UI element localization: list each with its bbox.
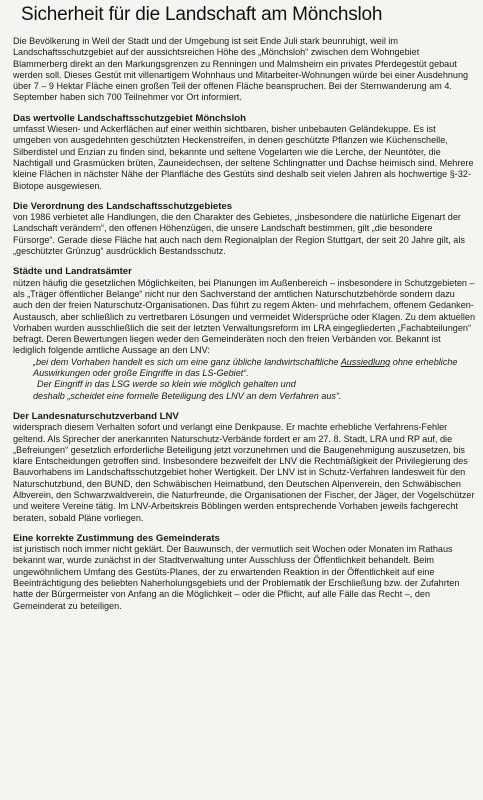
section-gemeinderat [13,533,475,612]
quote-part: ohne erhebliche Auswirkungen oder große Eingriffe in das LS-Gebiet“. [33,356,458,379]
section-text: von 1986 verbietet alle Handlungen, die den Charakter des Gebietes, „insbesondere die natürliche Eigenart der Landschaft verändern“, den offenen Höhenzügen, die unsere Landschaft bestimmen, gilt „die besondere Fürsorge“. Gerade diese Fläche hat auch nach dem Regionalplan der Region Stuttgart, der seit 20 Jahre gilt, als „geschützter Grünzug“ ausdrücklich Bestandsschutz. [13,212,465,257]
section-heading: Die Verordnung des Landschaftsschutzgebietes [13,200,233,212]
official-quote-line3: deshalb „scheidet eine formelle Beteiligung des LNV an dem Verfahren aus“. [33,390,342,401]
official-quote-line2: Der Eingriff in das LSG werde so klein wie möglich gehalten und [37,379,296,390]
section-text: nützen häufig die gesetzlichen Möglichkeiten, bei Planungen im Außenbereich – insbesondere in Schutzgebieten – als „Träger öffentlicher Belange“ nicht nur den Sachverstand der amtlichen Naturschutzbehörde sondern dazu auch den der freien Naturschutz-Organisationen. Das führt zu regem Akten- und mehrfachem, offenem Gedanken-Austausch, aber schließlich zu vertretbaren Lösungen und vermeidet Widersprüche oder Klagen. Zu dem aktuellen Vorhaben wurden ausschließlich die seit der letzten Verwaltungsreform im LRA eingegliederten „Fachabteilungen“ befragt. Deren Bewertungen liegen weder den Gemeinderäten noch den freien Verbänden vor. Bekannt ist lediglich folgende amtliche Aussage an den LNV: [13,277,476,356]
page-title: Sicherheit für die Landschaft am Mönchsloh [21,4,383,25]
section-heading: Städte und Landratsämter [13,266,132,278]
section-lnv [13,411,475,524]
section-heading: Eine korrekte Zustimmung des Gemeinderats [13,532,220,544]
section-text: umfasst Wiesen- und Ackerflächen auf einer weithin sichtbaren, bisher unbebauten Geländekuppe. Es ist umgeben von ausgedehnten geschützten Heckenstreifen, in denen geschützte Pflanzen wie Küchenschelle, Silberdistel und Enzian zu finden sind, bekannte und seltene Vogelarten wie die Lerche, der Neuntöter, die Nachtigall und Grasmücken brüten, Zauneidechsen, der seltene Schlingnatter und Dachse heimisch sind. Mehrere kleine Flächen in nächster Nähe der Planfläche des Gestüts sind deshalb seit vielen Jahren als hochwertige §-32-Biotope ausgewiesen. [13,124,474,191]
section-text: ist juristisch noch immer nicht geklärt. Der Bauwunsch, der vermutlich seit Wochen oder Monaten im Rathaus bekannt war, wurde zunächst in der Stadtverwaltung unter Ausschluss der Öffentlichkeit behandelt. Beim ungewöhnlichem Umfang des Gestüts-Planes, der zu erwartenden Reaktion in der Öffentlichkeit auf eine Beeinträchtigung des beliebten Naherholungsgebiets und der Problematik der Erschließung bzw. der Zufahrten hatte der Bürgermeister von Anfang an die Möglichkeit – oder die Pflicht, auf alle Fälle das Recht –, den Gemeinderat zu beteiligen. [13,544,460,611]
official-quote [33,357,475,380]
section-heading: Der Landesnaturschutzverband LNV [13,410,179,422]
section-heading: Das wertvolle Landschaftsschutzgebiet Mönchsloh [13,112,246,124]
quote-part: „bei dem Vorhaben handelt es sich um eine ganz übliche landwirtschaftliche [33,356,341,367]
intro-paragraph: Die Bevölkerung in Weil der Stadt und der Umgebung ist seit Ende Juli stark beunruhigt, weil im Landschaftsschutzgebiet auf der aussichtsreichen Höhe des „Mönchsloh“ zwischen dem Wohngebiet Blammerberg direkt an den Markungsgrenzen zu Renningen und Malmsheim ein privates Pferdegestüt gebaut werden soll. Dieses Gestüt mit villenartigem Wohnhaus und Mitarbeiter-Wohnungen würde bei einer Ausdehnung über 7 – 9 Hektar Fläche einen großen Teil der offenen Fläche beanspruchen. Bei der Sternwanderung am 4. September haben sich 700 Teilnehmer vor Ort informiert. [13,36,469,103]
section-landschaftsschutzgebiet [13,113,475,192]
section-text: widersprach diesem Verhalten sofort und verlangt eine Denkpause. Er machte erhebliche Verfahrens-Fehler geltend. Als Sprecher der anerkannten Naturschutz-Verbände fordert er am 27. 8. Stadt, LRA und RP auf, die „Befreiungen“ gesetzlich erforderliche Beteiligung jetzt vorzunehmen und die Baugenehmigung auszusetzen, bis klare Entscheidungen getroffen sind. Insbesondere bezweifelt der LNV die Rechtmäßigkeit der Privilegierung des Bauvorhabens im Landschaftsschutzgebiet hoher Wertigkeit. Der LNV ist in Schutz-Verfahren landesweit für den Naturschutzbund, den BUND, den Schwäbischen Heimatbund, den Deutschen Alpenverein, den Schwäbischen Albverein, den Schwarzwaldverein, die Naturfreunde, die Organisationen der Fischer, der Jäger, der Vogelschützer und weitere Vereine tätig. Im LNV-Arbeitskreis Böblingen werden entsprechende Vorhaben jeweils fachgerecht beraten, sobald Pläne vorliegen. [13,422,475,523]
quote-underlined-word: Aussiedlung [340,356,391,367]
section-staedte-landratsaemter [13,266,475,402]
section-verordnung [13,201,475,257]
